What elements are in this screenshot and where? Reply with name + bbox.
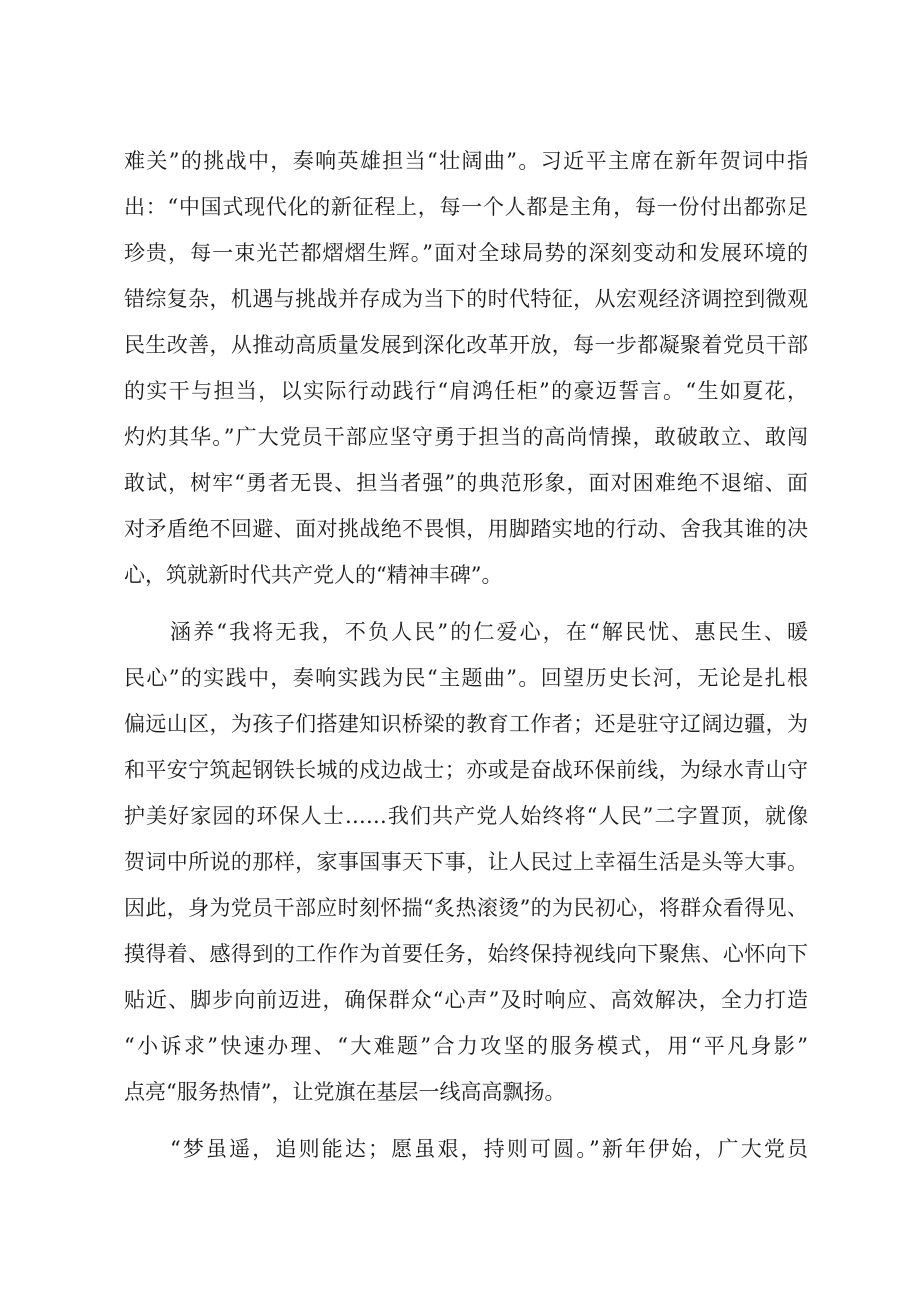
paragraph-line: 灼灼其华。”广大党员干部应坚守勇于担当的高尚情操，敢破敢立、敢闯 xyxy=(124,425,808,449)
paragraph-line: 民生改善，从推动高质量发展到深化改革开放，每一步都凝聚着党员干部 xyxy=(124,333,808,357)
paragraph-line: 敢试，树牢“勇者无畏、担当者强”的典范形象，面对困难绝不退缩、面 xyxy=(124,471,808,495)
paragraph-line: 偏远山区，为孩子们搭建知识桥梁的教育工作者；还是驻守辽阔边疆，为 xyxy=(124,712,808,736)
paragraph-line: 民心”的实践中，奏响实践为民“主题曲”。回望历史长河，无论是扎根 xyxy=(124,666,808,690)
paragraph-line: 摸得着、感得到的工作作为首要任务，始终保持视线向下聚焦、心怀向下 xyxy=(124,942,808,966)
paragraph-line: 错综复杂，机遇与挑战并存成为当下的时代特征，从宏观经济调控到微观 xyxy=(124,287,808,311)
paragraph-line: 点亮“服务热情”，让党旗在基层一线高高飘扬。 xyxy=(124,1080,566,1104)
paragraph-line: 因此，身为党员干部应时刻怀揣“炙热滚烫”的为民初心，将群众看得见、 xyxy=(124,896,808,920)
paragraph-line: 涵养“我将无我，不负人民”的仁爱心，在“解民忧、惠民生、暖 xyxy=(170,620,808,644)
paragraph-line: 对矛盾绝不回避、面对挑战绝不畏惧，用脚踏实地的行动、舍我其谁的决 xyxy=(124,517,808,541)
paragraph-line: 珍贵，每一束光芒都熠熠生辉。”面对全球局势的深刻变动和发展环境的 xyxy=(124,241,808,265)
paragraph-line: 的实干与担当，以实际行动践行“肩鸿任柜”的豪迈誓言。“生如夏花， xyxy=(124,379,808,403)
paragraph-line: 出：“中国式现代化的新征程上，每一个人都是主角，每一份付出都弥足 xyxy=(124,195,808,219)
paragraph-line: “梦虽遥，追则能达；愿虽艰，持则可圆。”新年伊始，广大党员 xyxy=(170,1137,808,1161)
paragraph-line: 和平安宁筑起钢铁长城的戍边战士；亦或是奋战环保前线，为绿水青山守 xyxy=(124,758,808,782)
paragraph-line: 护美好家园的环保人士……我们共产党人始终将“人民”二字置顶，就像 xyxy=(124,804,808,828)
paragraph-line: “小诉求”快速办理、“大难题”合力攻坚的服务模式，用“平凡身影” xyxy=(124,1034,808,1058)
paragraph-line: 贴近、脚步向前迈进，确保群众“心声”及时响应、高效解决，全力打造 xyxy=(124,988,808,1012)
paragraph-line: 心，筑就新时代共产党人的“精神丰碑”。 xyxy=(124,563,503,587)
paragraph-line: 贺词中所说的那样，家事国事天下事，让人民过上幸福生活是头等大事。 xyxy=(124,850,808,874)
paragraph-line: 难关”的挑战中，奏响英雄担当“壮阔曲”。习近平主席在新年贺词中指 xyxy=(124,149,808,173)
